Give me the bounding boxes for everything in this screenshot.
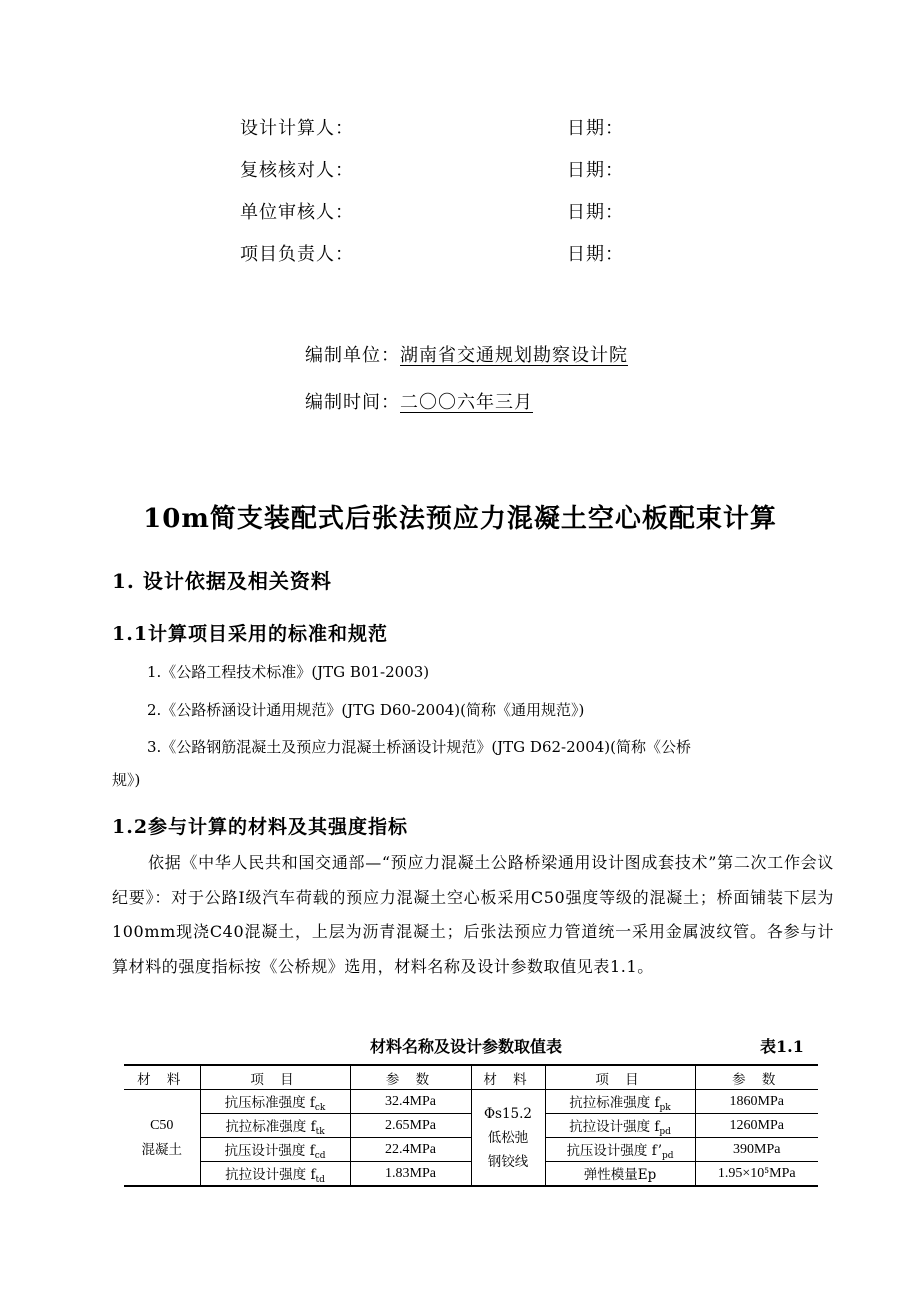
- column-header: 项 目: [200, 1065, 350, 1090]
- reference-item: 2.《公路桥涵设计通用规范》(JTG D60-2004)(简称《通用规范》): [147, 701, 585, 719]
- table-caption: 材料名称及设计参数取值表: [370, 1037, 563, 1056]
- value-cell: 1.95×10⁵MPa: [695, 1162, 818, 1187]
- signature-label: 单位审核人：: [240, 202, 354, 223]
- material-table: [124, 1064, 818, 1187]
- signature-label: 设计计算人：: [240, 118, 354, 139]
- value-cell: 22.4MPa: [350, 1138, 471, 1162]
- value-cell: 2.65MPa: [350, 1114, 471, 1138]
- item-cell: 抗拉设计强度 $f_{td}$: [200, 1162, 350, 1187]
- material-cell: [471, 1090, 545, 1187]
- item-cell: 弹性模量Ep: [545, 1162, 695, 1187]
- compiled-unit: [305, 341, 628, 367]
- subsection-heading: 1.2参与计算的材料及其强度指标: [112, 816, 409, 838]
- signature-label: 复核核对人：: [240, 160, 354, 181]
- material-name-line: Φs15.2: [483, 1105, 533, 1122]
- date-label: 日期：: [567, 202, 624, 223]
- column-header: 项 目: [545, 1065, 695, 1090]
- table-row: [124, 1090, 818, 1114]
- item-cell: 抗拉设计强度 $f_{pd}$: [545, 1114, 695, 1138]
- value-cell: 1860MPa: [695, 1090, 818, 1114]
- date-label: 日期：: [567, 244, 624, 265]
- table-header-row: [124, 1065, 818, 1090]
- body-paragraph: 依据《中华人民共和国交通部—“预应力混凝土公路桥梁通用设计图成套技术”第二次工作会议纪要》：对于公路Ⅰ级汽车荷载的预应力混凝土空心板采用C50强度等级的混凝土；桥面铺装下层为100mm现浇C40混凝土，上层为沥青混凝土；后张法预应力管道统一采用金属波纹管。各参与计算材料的强度指标按《公桥规》选用，材料名称及设计参数取值见表1.1。: [112, 853, 834, 976]
- item-cell: 抗拉标准强度 $f_{pk}$: [545, 1090, 695, 1114]
- material-name-line: C50: [150, 1118, 174, 1133]
- value-cell: 390MPa: [695, 1138, 818, 1162]
- value-cell: 1260MPa: [695, 1114, 818, 1138]
- compiled-time: [305, 388, 533, 414]
- column-header: 参 数: [695, 1065, 818, 1090]
- table-number: 表1.1: [760, 1037, 804, 1056]
- column-header: 材 料: [124, 1065, 200, 1090]
- subsection-heading: 1.1计算项目采用的标准和规范: [112, 623, 389, 645]
- material-name-line: 钢铰线: [487, 1153, 529, 1170]
- value-cell: 1.83MPa: [350, 1162, 471, 1187]
- compiled-time-value: 二〇〇六年三月: [400, 392, 533, 413]
- date-label: 日期：: [567, 118, 624, 139]
- material-cell: [124, 1090, 200, 1187]
- signature-label: 项目负责人：: [240, 244, 354, 265]
- item-cell: 抗压标准强度 $f_{ck}$: [200, 1090, 350, 1114]
- compiled-unit-value: 湖南省交通规划勘察设计院: [400, 345, 628, 366]
- reference-item-continuation: 规》): [112, 771, 141, 789]
- section-heading: 1. 设计依据及相关资料: [112, 569, 332, 593]
- compiled-unit-label: 编制单位：: [305, 345, 400, 366]
- material-name-line: 低松弛: [487, 1129, 529, 1146]
- material-name-line: 混凝土: [141, 1142, 182, 1158]
- column-header: 材 料: [471, 1065, 545, 1090]
- item-cell: 抗压设计强度 $f_{cd}$: [200, 1138, 350, 1162]
- document-title: 10m简支装配式后张法预应力混凝土空心板配束计算: [143, 504, 777, 534]
- date-label: 日期：: [567, 160, 624, 181]
- compiled-time-label: 编制时间：: [305, 392, 400, 413]
- reference-item: 1.《公路工程技术标准》(JTG B01-2003): [147, 663, 430, 681]
- reference-item: 3.《公路钢筋混凝土及预应力混凝土桥涵设计规范》(JTG D62-2004)(简称《公桥: [147, 738, 691, 756]
- column-header: 参 数: [350, 1065, 471, 1090]
- item-cell: 抗拉标准强度 $f_{tk}$: [200, 1114, 350, 1138]
- item-cell: 抗压设计强度 $f’_{pd}$: [545, 1138, 695, 1162]
- value-cell: 32.4MPa: [350, 1090, 471, 1114]
